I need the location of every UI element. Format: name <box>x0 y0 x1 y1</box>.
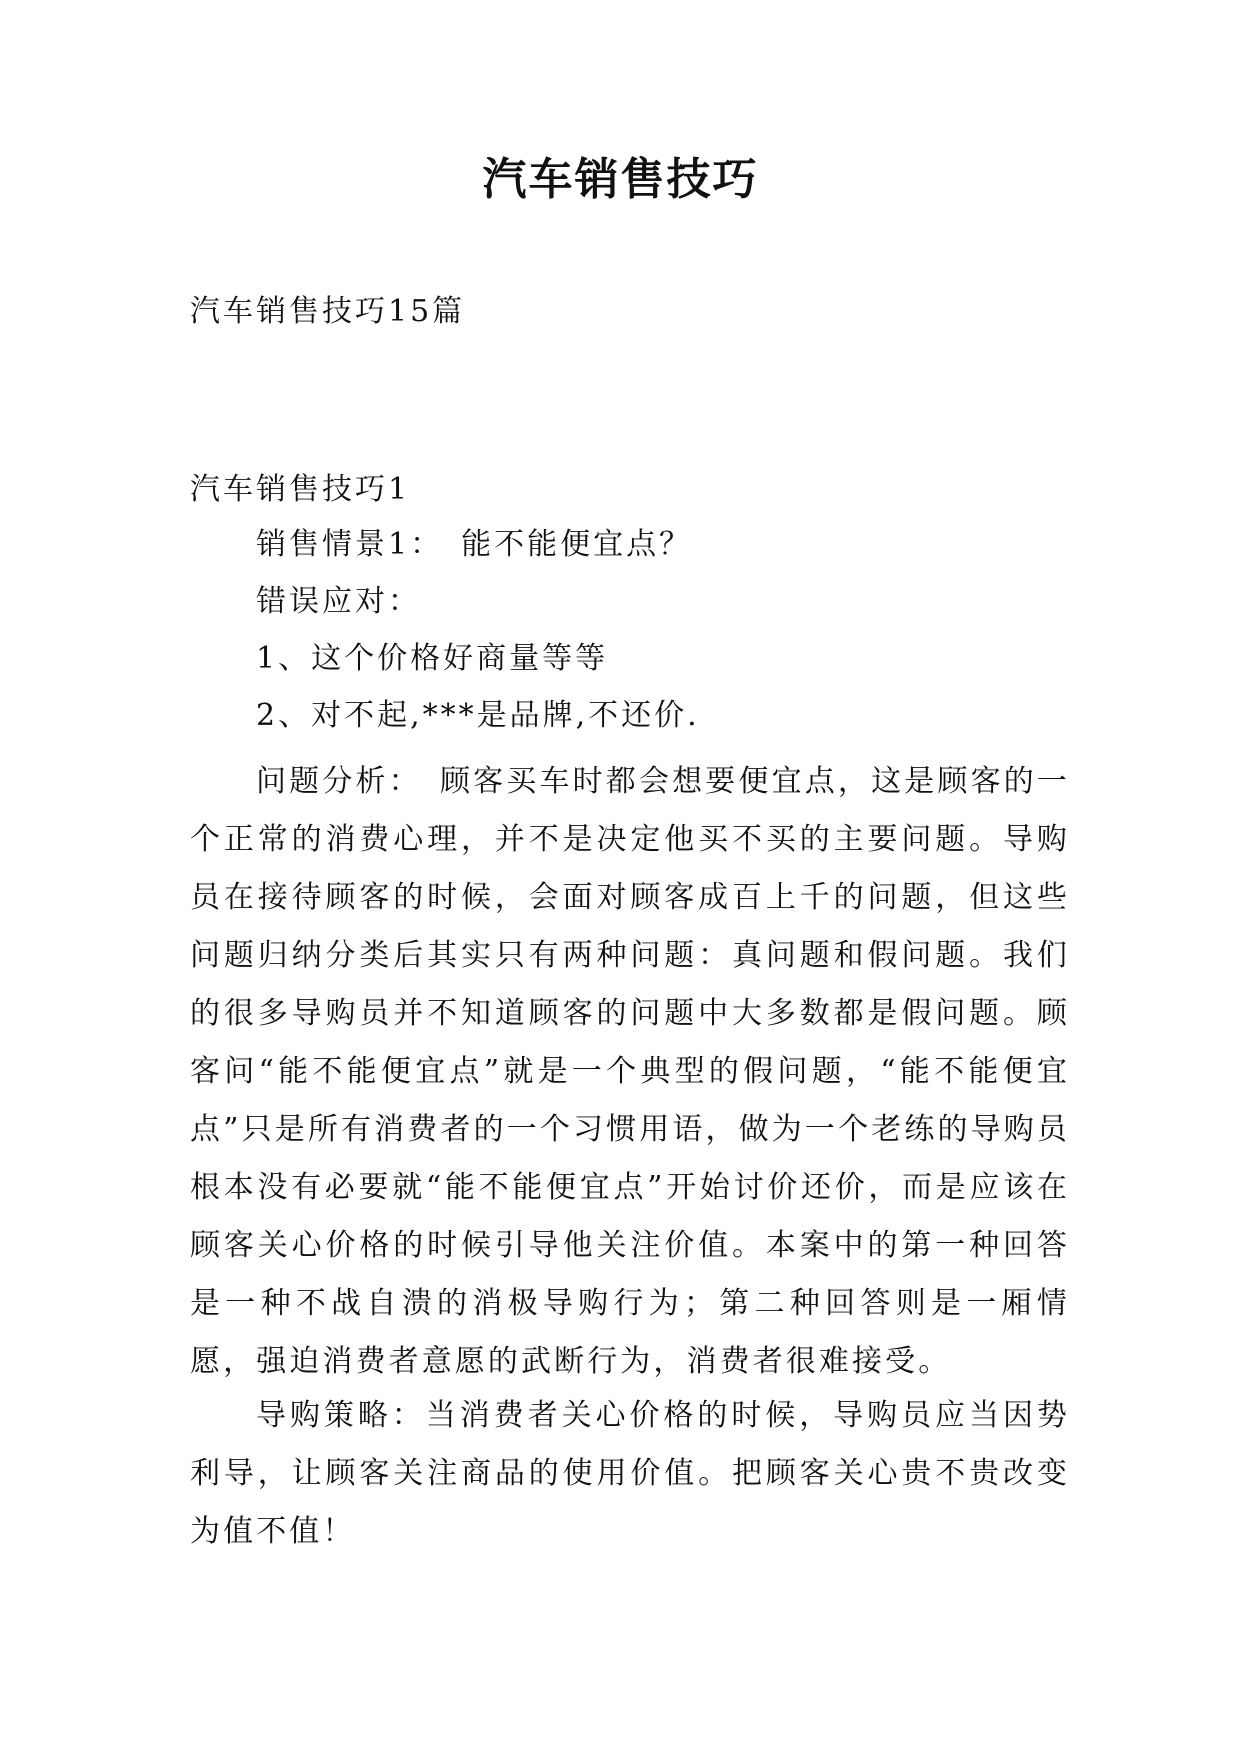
document-subtitle: 汽车销售技巧15篇 <box>190 294 466 329</box>
wrong-response-label: 错误应对： <box>256 584 421 619</box>
wrong-response-item-2: 2、对不起,***是品牌,不还价. <box>256 698 700 733</box>
section-heading: 汽车销售技巧1 <box>190 472 411 507</box>
document-title: 汽车销售技巧 <box>482 154 759 205</box>
problem-analysis-paragraph: 问题分析： 顾客买车时都会想要便宜点，这是顾客的一个正常的消费心理，并不是决定他买不买的主要问题。导购员在接待顾客的时候，会面对顾客成百上千的问题，但这些问题归纳分类后其实只有两种问题：真问题和假问题。我们的很多导购员并不知道顾客的问题中大多数都是假问题。顾客问“能不能便宜点”就是一个典型的假问题，“能不能便宜点”只是所有消费者的一个习惯用语，做为一个老练的导购员根本没有必要就“能不能便宜点”开始讨价还价，而是应该在顾客关心价格的时候引导他关注价值。本案中的第一种回答是一种不战自溃的消极导购行为；第二种回答则是一厢情愿，强迫消费者意愿的武断行为，消费者很难接受。 <box>190 764 1070 1379</box>
sales-scenario: 销售情景1： 能不能便宜点？ <box>256 527 693 562</box>
wrong-response-item-1: 1、这个价格好商量等等 <box>256 641 609 676</box>
sales-strategy-paragraph: 导购策略：当消费者关心价格的时候，导购员应当因势利导，让顾客关注商品的使用价值。把顾客关心贵不贵改变为值不值！ <box>190 1398 1070 1549</box>
